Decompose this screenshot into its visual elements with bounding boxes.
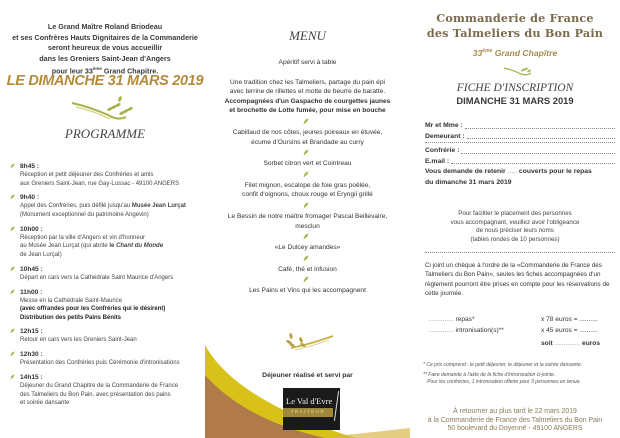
footnote-1 — [423, 362, 620, 369]
address-input[interactable] — [467, 132, 615, 140]
programme-desc: Distribution des petits Pains Bénits — [20, 314, 122, 321]
programme-time: 10h00 : — [20, 225, 43, 233]
leaf-bullet-icon — [10, 374, 15, 380]
programme-desc — [20, 242, 205, 251]
menu-line-bold: Accompagnées d'un Gaspacho de courgettes jaunes — [224, 97, 391, 105]
field-confrerie[interactable] — [425, 146, 615, 157]
programme-item — [10, 350, 205, 368]
programme-desc: de Jean Lurçat) — [20, 251, 62, 258]
chapitre-text: 33 — [472, 48, 483, 58]
return-line: à la Commanderie de France des Talmeliers du Bon Pain — [427, 416, 603, 424]
leaf-separator-icon — [303, 149, 309, 156]
programme-item — [10, 162, 205, 188]
programme-desc: aux Greniers Saint-Jean, rue Gay-Lussac - 49100 ANGERS — [20, 180, 180, 187]
registration-form — [425, 121, 615, 188]
wheat-ornament-icon — [503, 64, 533, 78]
leaf-bullet-icon — [10, 266, 15, 272]
menu-separator — [205, 116, 410, 128]
programme-time: 9h40 : — [20, 194, 40, 202]
calc-label: repas* — [453, 316, 475, 323]
inscription-panel — [410, 0, 620, 438]
menu-panel — [205, 0, 410, 438]
menu-course: Sorbet citron vert et Cointreau — [263, 160, 352, 168]
intronisation-price: x 45 euros = .......... — [541, 327, 598, 334]
leaf-bullet-icon — [10, 226, 15, 232]
chapitre-text: Grand Chapître — [492, 48, 558, 58]
leaf-separator-icon — [303, 255, 309, 262]
total-input[interactable]: .............. — [552, 340, 583, 347]
menu-course: «Le Dulcey amandes» — [274, 244, 341, 252]
menu-course: mesclun — [295, 222, 320, 230]
couverts-text: couverts pour le repas — [517, 168, 592, 175]
footnote-text: ** Faire demande à l'aide de la fiche d'intronisation ci-jointe. — [423, 371, 556, 378]
org-name-line1: Commanderie de France — [436, 11, 594, 25]
programme-desc: (Monument exceptionnel du patrimoine Angevin) — [20, 211, 149, 218]
field-demeurant[interactable] — [425, 132, 615, 143]
programme-desc: Déjeuner du Grand Chapitre de la Commanderie de France — [20, 383, 179, 390]
caterer-logo — [283, 388, 340, 430]
programme-item — [10, 327, 205, 345]
menu-separator — [205, 274, 410, 286]
programme-item — [10, 288, 205, 323]
return-line: À retourner au plus tard le 22 mars 2019 — [453, 408, 577, 415]
menu-aperitif: Apéritif servi à table — [278, 59, 337, 66]
couverts-date: du dimanche 31 mars 2019 — [425, 178, 512, 186]
leaf-separator-icon — [303, 202, 309, 209]
programme-desc: Présentation des Confréries puis Cérémonie d'intronisations — [20, 360, 180, 367]
repas-price: x 78 euros = .......... — [541, 316, 598, 323]
menu-line: Une tradition chez les Talmeliers, partage du pain épi — [230, 78, 385, 86]
menu-line-bold: et brochette de Lotte fumée, pour mise en bouche — [229, 107, 386, 115]
total-unit: euros — [582, 340, 601, 347]
footnote-text: le petit déjeuner, le déjeuner et la soirée dansante. — [469, 362, 582, 368]
intro-text: pour leur 33 — [51, 66, 93, 76]
couverts-input[interactable]: ..... — [507, 168, 518, 175]
wheat-ornament-icon — [283, 330, 335, 352]
leaf-bullet-icon — [10, 351, 15, 357]
desc-text: Appel des Confréries, puis défilé jusqu'au — [20, 203, 132, 210]
menu-separator — [205, 231, 410, 243]
programme-desc: et soirée dansante — [20, 400, 70, 407]
field-label: Confrérie : — [425, 147, 460, 154]
menu-separator — [205, 200, 410, 212]
programme-desc: Départ en cars vers la Cathédrale Saint Maurice d'Angers — [20, 274, 174, 281]
superscript: ème — [482, 48, 493, 55]
menu-separator — [205, 169, 410, 181]
menu-separator — [205, 253, 410, 265]
return-address — [410, 408, 620, 434]
programme-desc — [20, 202, 205, 211]
couverts-text: Vous demande de retenir — [425, 168, 506, 175]
welcome-text — [0, 22, 205, 77]
placement-line: (tables rondes de 10 personnes) — [470, 236, 560, 244]
repas-quantity-input[interactable]: .............. — [428, 316, 454, 323]
programme-item — [10, 193, 205, 219]
programme-time: 12h30 : — [20, 351, 43, 359]
menu-course: confit d'oignons, choux rouge et Eryngii grillé — [242, 191, 373, 199]
menu-course: Les Pains et Vins qui les accompagnent — [249, 287, 366, 295]
programme-desc: des Talmeliers du Bon Pain, avec présentation des pains — [20, 391, 171, 398]
programme-desc: Messe en la Cathédrale Saint-Maurice — [20, 297, 123, 304]
email-input[interactable] — [451, 157, 615, 165]
leaf-bullet-icon — [10, 163, 15, 169]
event-date-banner: LE DIMANCHE 31 MARS 2019 — [6, 73, 204, 89]
desc-bold: le — [109, 243, 117, 250]
programme-time: 12h15 : — [20, 328, 43, 336]
address-input-line2[interactable] — [425, 142, 615, 143]
placement-line: vous accompagnant, veuillez avoir l'obligeance — [450, 218, 580, 226]
field-label: Mr et Mme : — [425, 122, 463, 129]
confrerie-input[interactable] — [461, 146, 615, 154]
field-label: E.mail : — [425, 157, 450, 165]
caterer-subtitle: TRAITEUR — [290, 409, 326, 414]
calc-label: intronisation(s)** — [453, 327, 504, 334]
programme-item — [10, 373, 205, 408]
programme-title: PROGRAMME — [64, 126, 146, 141]
leaf-bullet-icon — [10, 328, 15, 334]
return-line: 50 boulevard du Doyenné - 49100 ANGERS — [447, 425, 583, 432]
programme-desc: (avec offrandes pour les Confréries qui le désirent) — [20, 306, 166, 313]
programme-time: 11h00 : — [20, 288, 43, 296]
menu-title: MENU — [289, 28, 326, 43]
footnote-text: * Ce prix comprend : — [423, 362, 470, 368]
cheque-info: Ci joint un chèque à l'ordre de la «Commanderie de France des Talmeliers du Bon Pain», seules les fiches accompagnées d'un règlement pourront être prises en compte pour les réservations de cette journée. — [425, 262, 610, 297]
programme-desc: Réception et petit déjeuner des Confréries et amis — [20, 172, 154, 178]
form-date: DIMANCHE 31 MARS 2019 — [456, 95, 574, 106]
desc-bold-italic: Chant du Monde — [116, 243, 164, 250]
programme-desc: Retour en cars vers les Greniers Saint-Jean — [20, 337, 137, 344]
price-calculation — [428, 316, 618, 351]
programme-item — [10, 225, 205, 260]
programme-time: 8h45 : — [20, 163, 40, 170]
intro-line: Le Grand Maître Roland Briodeau — [47, 22, 163, 31]
programme-panel — [0, 0, 205, 438]
calc-row-repas — [428, 316, 618, 327]
couverts-request — [425, 167, 615, 178]
wheat-ornament-icon — [70, 95, 136, 125]
programme-list — [10, 162, 205, 413]
menu-course: Filet mignon, escalope de foie gras poêlée, — [244, 181, 371, 189]
footnotes — [423, 362, 620, 388]
placement-line: Pour faciliter le placement des personnes — [458, 210, 572, 217]
mr-mme-input[interactable] — [465, 121, 615, 129]
leaf-bullet-icon — [10, 289, 15, 295]
leaf-separator-icon — [303, 276, 309, 283]
leaf-separator-icon — [303, 171, 309, 178]
desc-bold: Musée Jean Lurçat — [131, 203, 186, 210]
caterer-credit: Déjeuner réalisé et servi par — [262, 372, 353, 379]
placement-info — [410, 210, 620, 245]
form-title: FICHE D'INSCRIPTION — [456, 82, 574, 94]
intro-line: et ses Confrères Hauts Dignitaires de la Commanderie — [12, 32, 198, 42]
menu-list — [205, 58, 410, 296]
intronisation-quantity-input[interactable]: .............. — [428, 327, 454, 334]
intro-text: Grand Chapitre. — [101, 66, 159, 76]
footnote-2 — [423, 372, 620, 386]
footnote-text: Pour les confréries, 1 intronisation offerte pour 3 personnes en tenue. — [427, 378, 581, 385]
programme-item — [10, 265, 205, 283]
calc-row-intronisation — [428, 327, 618, 338]
org-name-line2: des Talmeliers du Bon Pain — [426, 26, 604, 40]
menu-course: Café, thé et infusion — [278, 265, 337, 273]
menu-course: écume d'Oursins et Brandade au curry — [251, 138, 364, 146]
chapitre-subtitle — [410, 48, 620, 58]
leaf-separator-icon — [303, 118, 309, 125]
menu-separator — [205, 147, 410, 159]
intro-line: dans les Greniers Saint-Jean d'Angers — [39, 53, 171, 63]
field-label: Demeurant : — [425, 132, 465, 140]
field-mr-mme[interactable] — [425, 121, 615, 132]
programme-time: 14h15 : — [20, 374, 43, 382]
programme-time: 10h45 : — [20, 265, 43, 273]
desc-text: au Musée Jean Lurçat (qui abrite — [20, 243, 110, 250]
menu-course: Cabillaud de nos côtes, jeunes poireaux en étuvée, — [232, 128, 383, 136]
calc-row-total — [428, 340, 618, 351]
caterer-name: Le Val d'Evre — [286, 396, 333, 406]
superscript: ème — [92, 66, 102, 71]
programme-desc: Réception par la ville d'Angers et vin d'honneur — [20, 234, 146, 241]
guest-names-input[interactable] — [425, 252, 615, 253]
placement-line: de nous préciser leurs noms — [476, 227, 554, 235]
menu-line: avec terrine de rillettes et motte de beurre de baratte. — [229, 88, 386, 96]
leaf-bullet-icon — [10, 194, 15, 200]
field-email[interactable] — [425, 157, 615, 168]
menu-course: Le Bessin de notre maître fromager Pascal Beillevaire, — [227, 212, 388, 220]
leaf-separator-icon — [303, 233, 309, 240]
total-label: soit — [541, 340, 553, 347]
intro-line: seront heureux de vous accueillir — [47, 43, 163, 52]
